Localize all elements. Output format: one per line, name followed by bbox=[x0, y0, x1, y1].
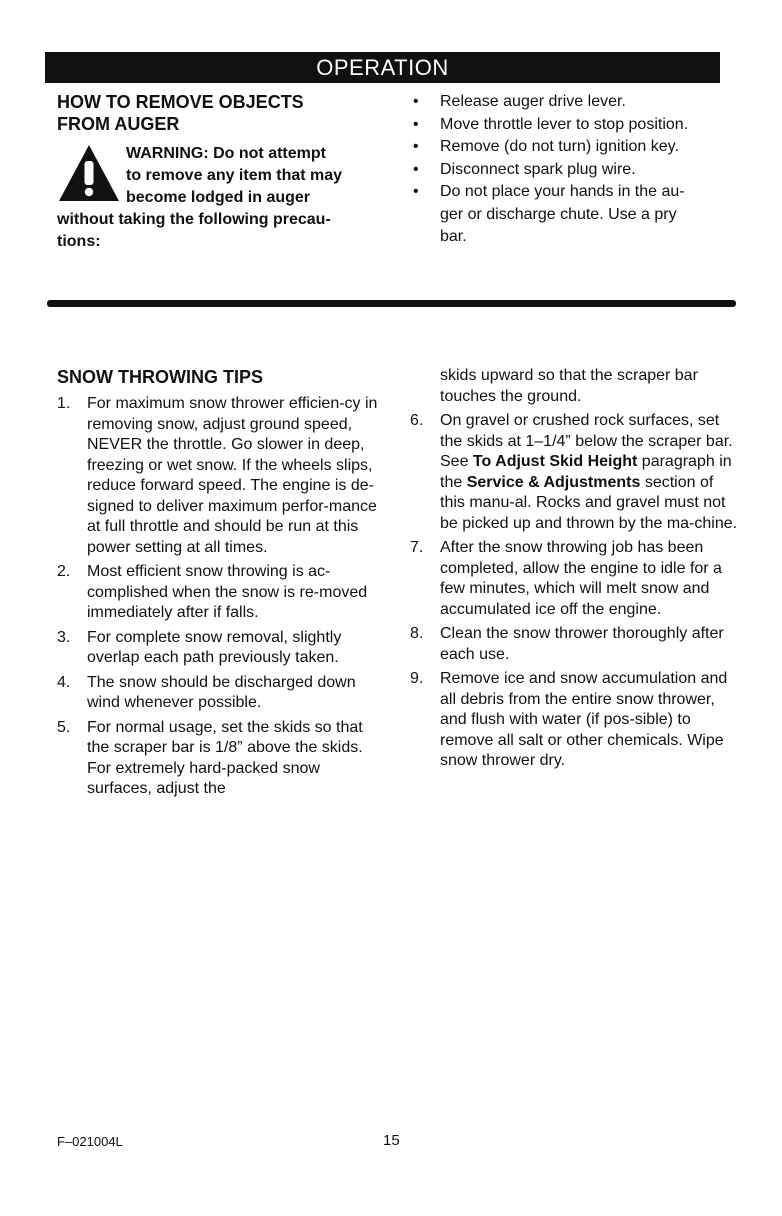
document-code: F–021004L bbox=[57, 1134, 123, 1149]
tip-number: 6. bbox=[410, 412, 424, 429]
tip-item bbox=[57, 628, 387, 669]
tip-number: 7. bbox=[410, 539, 424, 556]
list-item bbox=[410, 91, 735, 114]
tip-number: 3. bbox=[57, 628, 71, 646]
tip-text: paragraph in the bbox=[440, 453, 732, 491]
tips-left-column bbox=[57, 366, 387, 804]
list-item-text: Remove (do not turn) ignition key. bbox=[440, 138, 679, 155]
bullet-icon: • bbox=[413, 160, 419, 178]
tips-right-column bbox=[410, 366, 740, 776]
tip-text: After the snow throwing job has been completed, allow the engine to idle for a few minutes, which will melt snow and accumulated ice off the engine. bbox=[440, 539, 722, 618]
tip-text: For maximum snow thrower efficien-cy in removing snow, adjust ground speed, NEVER the throttle. Go slower in deep, freezing or wet snow. If the wheels slips, reduce forward speed. The engine is de-signed to deliver maximum perfor-mance at full throttle and should be run at this power setting at all times. bbox=[87, 395, 378, 556]
tip-item bbox=[57, 718, 387, 800]
tips-list-left bbox=[57, 394, 387, 800]
tip-item bbox=[410, 411, 740, 534]
tip-number: 4. bbox=[57, 673, 71, 691]
remove-objects-heading bbox=[57, 91, 377, 135]
section-divider bbox=[47, 300, 736, 307]
tip-text: section of this manu-al. Rocks and gravel must not be picked up and thrown by the ma-chine. bbox=[440, 473, 738, 532]
warning-line: tions: bbox=[57, 233, 101, 250]
remove-objects-section bbox=[57, 91, 377, 253]
list-item bbox=[410, 159, 735, 182]
list-item-text: Release auger drive lever. bbox=[440, 93, 626, 110]
list-item-text: Move throttle lever to stop position. bbox=[440, 115, 689, 133]
tip-number: 8. bbox=[410, 625, 424, 642]
list-item-text: Disconnect spark plug wire. bbox=[440, 160, 636, 178]
tips-heading: SNOW THROWING TIPS bbox=[57, 367, 263, 387]
bullet-icon: • bbox=[413, 115, 419, 133]
warning-triangle-icon bbox=[57, 143, 121, 203]
tip-number: 9. bbox=[410, 670, 424, 687]
list-item bbox=[410, 136, 735, 159]
tip-text: The snow should be discharged down wind whenever possible. bbox=[87, 673, 356, 711]
tip-item bbox=[410, 624, 740, 665]
tip-continuation: skids upward so that the scraper bar touches the ground. bbox=[440, 367, 698, 405]
warning-line: WARNING: Do not attempt bbox=[126, 145, 326, 162]
section-banner: OPERATION bbox=[45, 52, 720, 83]
precautions-list bbox=[410, 91, 735, 249]
tip-item bbox=[410, 538, 740, 620]
list-item bbox=[410, 114, 735, 137]
bullet-icon: • bbox=[413, 138, 419, 155]
tip-item bbox=[57, 562, 387, 624]
heading-line-2: FROM AUGER bbox=[57, 114, 180, 134]
tip-item bbox=[57, 394, 387, 558]
tip-text: Clean the snow thrower thoroughly after each use. bbox=[440, 625, 724, 663]
tip-text: On gravel or crushed rock surfaces, set the skids at 1–1/4” below the scraper bar. See bbox=[440, 412, 733, 470]
warning-line: to remove any item that may bbox=[126, 167, 343, 184]
warning-block bbox=[57, 143, 377, 253]
tip-item bbox=[57, 673, 387, 714]
tip-text: Most efficient snow throwing is ac-complished when the snow is re-moved immediately after if falls. bbox=[87, 563, 368, 621]
bullet-icon: • bbox=[413, 183, 419, 200]
tip-item bbox=[410, 669, 740, 772]
bullet-icon: • bbox=[413, 93, 419, 110]
list-item-text: Do not place your hands in the au- ger or discharge chute. Use a pry bar. bbox=[440, 183, 685, 245]
tips-list-right bbox=[410, 411, 740, 772]
tip-reference-bold: Service & Adjustments bbox=[466, 473, 641, 491]
tip-number: 2. bbox=[57, 563, 71, 580]
list-item bbox=[410, 181, 735, 249]
warning-line: without taking the following precau- bbox=[57, 211, 331, 228]
tip-text: Remove ice and snow accumulation and all debris from the entire snow thrower, and flush with water (if pos-sible) to remove all salt or other chemicals. Wipe snow thrower dry. bbox=[440, 670, 728, 769]
tip-reference-bold: To Adjust Skid Height bbox=[472, 453, 638, 470]
tip-text: For complete snow removal, slightly overlap each path previously taken. bbox=[87, 628, 342, 666]
precautions-list-column bbox=[410, 91, 735, 249]
warning-line: become lodged in auger bbox=[126, 189, 311, 206]
tip-text: For normal usage, set the skids so that the scraper bar is 1/8” above the skids. For extremely hard-packed snow surfaces, adjust the bbox=[87, 718, 363, 797]
page-number: 15 bbox=[383, 1132, 400, 1149]
heading-line-1: HOW TO REMOVE OBJECTS bbox=[57, 92, 304, 112]
tip-number: 1. bbox=[57, 395, 71, 412]
tip-number: 5. bbox=[57, 718, 71, 736]
